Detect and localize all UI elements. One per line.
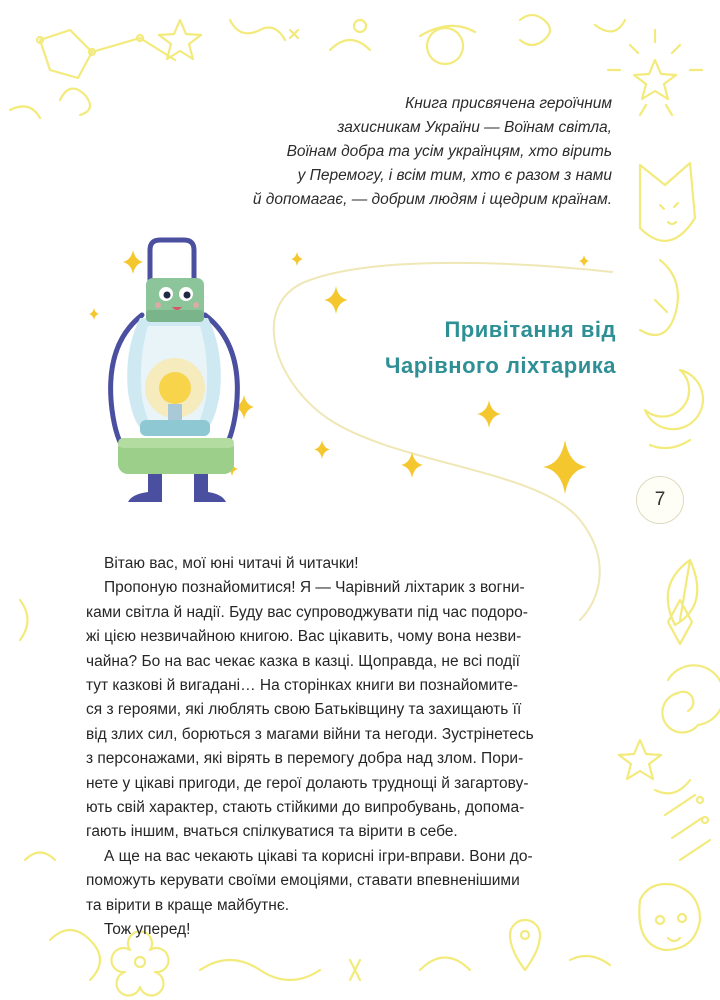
lantern-bulb (159, 372, 191, 404)
body-line: жі цією незвичайною книгою. Вас цікавить, чому вона незви- (86, 628, 522, 646)
sparkle-icon (314, 440, 330, 459)
dedication-line: й допомагає, — добрим людям і щедрим країнам. (252, 191, 612, 208)
dedication-line: Воїнам добра та усім українцям, хто вірить (286, 143, 612, 160)
body-line: ками світла й надії. Буду вас супроводжувати під час подоро- (86, 603, 528, 621)
sun-doodle (634, 60, 676, 99)
body-line: Вітаю вас, мої юні читачі й читачки! (104, 555, 359, 572)
chapter-title (380, 312, 616, 384)
body-line: нете у цікаві пригоди, де герої долають труднощі й загартову- (86, 774, 529, 792)
body-line: ють свій характер, стають стійкими до випробувань, допома- (86, 799, 525, 817)
chapter-title-line-1: Привітання від (444, 317, 616, 342)
sparkle-icon (579, 255, 589, 267)
sparkle-icon (324, 286, 348, 314)
body-line: тут казкові й вигадані… На сторінках книги ви познайомите- (86, 677, 519, 695)
dedication-line: Книга присвячена героїчним (405, 95, 612, 112)
planet-doodle (420, 26, 475, 64)
chapter-title-line-2: Чарівного ліхтарика (385, 353, 616, 378)
fox-doodle (640, 163, 695, 241)
dedication-line: у Перемогу, і всім тим, хто є разом з нами (297, 167, 612, 184)
body-line: з персонажами, які вірять в перемогу добра над злом. Пори- (86, 750, 524, 768)
page-number: 7 (636, 476, 684, 524)
body-line: поможуть керувати своїми емоціями, ставати впевненішими (86, 872, 520, 890)
sparkle-icon (291, 252, 303, 266)
constellation-doodle (40, 30, 175, 78)
body-line: Пропоную познайомитися! Я — Чарівний ліхтарик з вогни- (104, 579, 525, 597)
dedication-line: захисникам України — Воїнам світла, (337, 119, 612, 136)
body-line: та вірити в краще майбутнє. (86, 896, 290, 914)
body-text (86, 552, 624, 943)
lantern-illustration (111, 240, 238, 502)
sparkle-icon (123, 250, 143, 274)
swirl-doodle (662, 665, 720, 732)
body-line: ся з героями, які люблять свою Батьківщину та захищають її (86, 701, 522, 719)
body-line: Тож уперед! (104, 921, 191, 939)
body-line: А ще на вас чекають цікаві та корисні ігри-вправи. Вони до- (104, 847, 533, 865)
body-line: чайна? Бо на вас чекає казка в казці. Щоправда, не всі події (86, 652, 520, 670)
sparkle-icon (543, 440, 587, 494)
dedication (182, 92, 612, 212)
sparkle-icon (477, 400, 501, 428)
moon-doodle (645, 370, 703, 429)
lantern-legs (128, 474, 226, 502)
body-line: гають іншим, вчаться спілкуватися та вірити в себе. (86, 823, 458, 841)
sparkle-icon (89, 308, 99, 320)
body-line: від злих сил, борються з магами війни та негоди. Зустрінетесь (86, 725, 534, 743)
